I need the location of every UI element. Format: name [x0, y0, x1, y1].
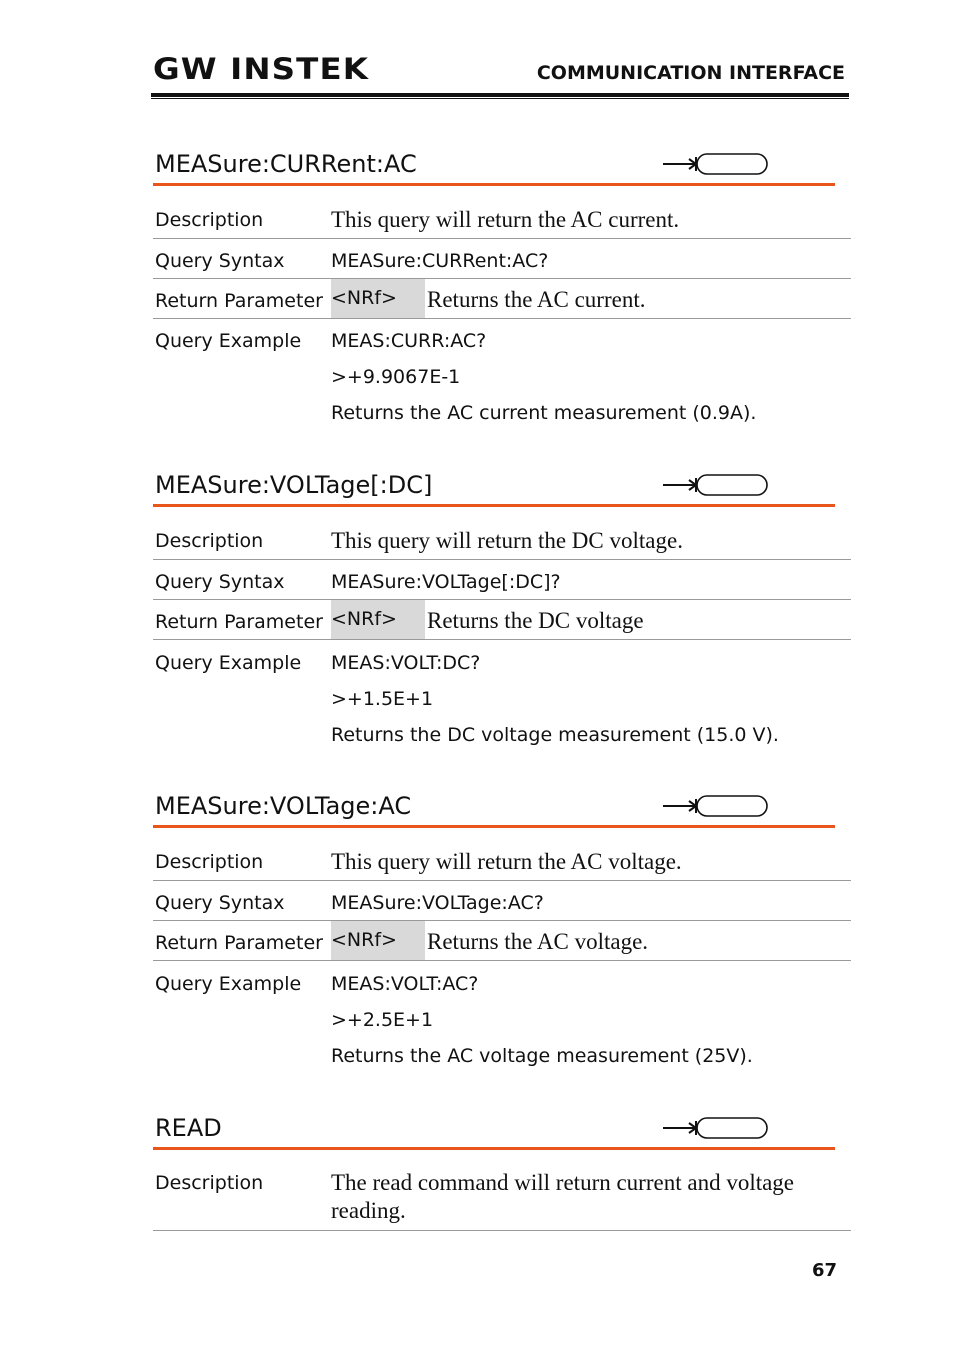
query-arrow-icon: [661, 794, 769, 818]
query-arrow-icon: [661, 1116, 769, 1140]
syntax-text: MEASure:VOLTage[:DC]?: [331, 571, 561, 593]
return-type: <NRf>: [331, 929, 397, 951]
section-title: MEASure:VOLTage:AC: [155, 792, 412, 820]
example-query: MEAS:VOLT:AC?: [331, 973, 479, 995]
header-rule-thin: [151, 98, 849, 99]
example-response: >+1.5E+1: [331, 688, 434, 710]
return-row: [153, 600, 851, 640]
section-rule: [153, 825, 835, 828]
example-label: Query Example: [155, 973, 302, 995]
description-label: Description: [155, 1172, 264, 1194]
syntax-row: [153, 560, 851, 600]
description-text: This query will return the DC voltage.: [331, 528, 683, 553]
header-title: COMMUNICATION INTERFACE: [536, 62, 845, 84]
description-row: [153, 1161, 851, 1231]
return-label: Return Parameter: [155, 932, 323, 954]
example-note: Returns the AC voltage measurement (25V).: [331, 1045, 753, 1067]
example-response: >+2.5E+1: [331, 1009, 434, 1031]
description-row: [153, 519, 851, 560]
query-arrow-icon: [661, 473, 769, 497]
return-type: <NRf>: [331, 287, 397, 309]
return-label: Return Parameter: [155, 611, 323, 633]
return-row: [153, 921, 851, 961]
syntax-text: MEASure:CURRent:AC?: [331, 250, 549, 272]
return-label: Return Parameter: [155, 290, 323, 312]
return-desc: Returns the DC voltage: [427, 608, 644, 633]
description-label: Description: [155, 530, 264, 552]
section-rule: [153, 1147, 835, 1150]
return-type-cell: [331, 600, 425, 639]
return-desc: Returns the AC current.: [427, 287, 646, 312]
header-rule-thick: [151, 93, 849, 97]
section-rule: [153, 504, 835, 507]
section-title: MEASure:VOLTage[:DC]: [155, 471, 433, 499]
syntax-label: Query Syntax: [155, 892, 285, 914]
example-note: Returns the DC voltage measurement (15.0 V).: [331, 724, 779, 746]
description-text: This query will return the AC voltage.: [331, 849, 682, 874]
example-label: Query Example: [155, 330, 302, 352]
syntax-row: [153, 239, 851, 279]
description-row: [153, 840, 851, 881]
return-row: [153, 279, 851, 319]
syntax-text: MEASure:VOLTage:AC?: [331, 892, 544, 914]
section-title: MEASure:CURRent:AC: [155, 150, 417, 178]
description-label: Description: [155, 851, 264, 873]
syntax-row: [153, 881, 851, 921]
example-query: MEAS:CURR:AC?: [331, 330, 487, 352]
example-note: Returns the AC current measurement (0.9A).: [331, 402, 757, 424]
return-type: <NRf>: [331, 608, 397, 630]
description-text-line2: reading.: [331, 1198, 406, 1223]
syntax-label: Query Syntax: [155, 571, 285, 593]
page-number: 67: [812, 1260, 838, 1281]
description-label: Description: [155, 209, 264, 231]
return-type-cell: [331, 279, 425, 318]
example-row: [153, 319, 851, 431]
description-row: [153, 198, 851, 239]
section-rule: [153, 183, 835, 186]
example-label: Query Example: [155, 652, 302, 674]
brand-logo: GW INSTEK: [153, 52, 370, 86]
description-text: This query will return the AC current.: [331, 207, 680, 232]
query-arrow-icon: [661, 152, 769, 176]
example-row: [153, 961, 851, 1073]
syntax-label: Query Syntax: [155, 250, 285, 272]
description-text-line1: The read command will return current and voltage: [331, 1170, 795, 1195]
page-header: [151, 52, 849, 100]
return-type-cell: [331, 921, 425, 960]
section-title: READ: [155, 1114, 222, 1142]
example-query: MEAS:VOLT:DC?: [331, 652, 481, 674]
example-response: >+9.9067E-1: [331, 366, 461, 388]
example-row: [153, 640, 851, 752]
return-desc: Returns the AC voltage.: [427, 929, 649, 954]
